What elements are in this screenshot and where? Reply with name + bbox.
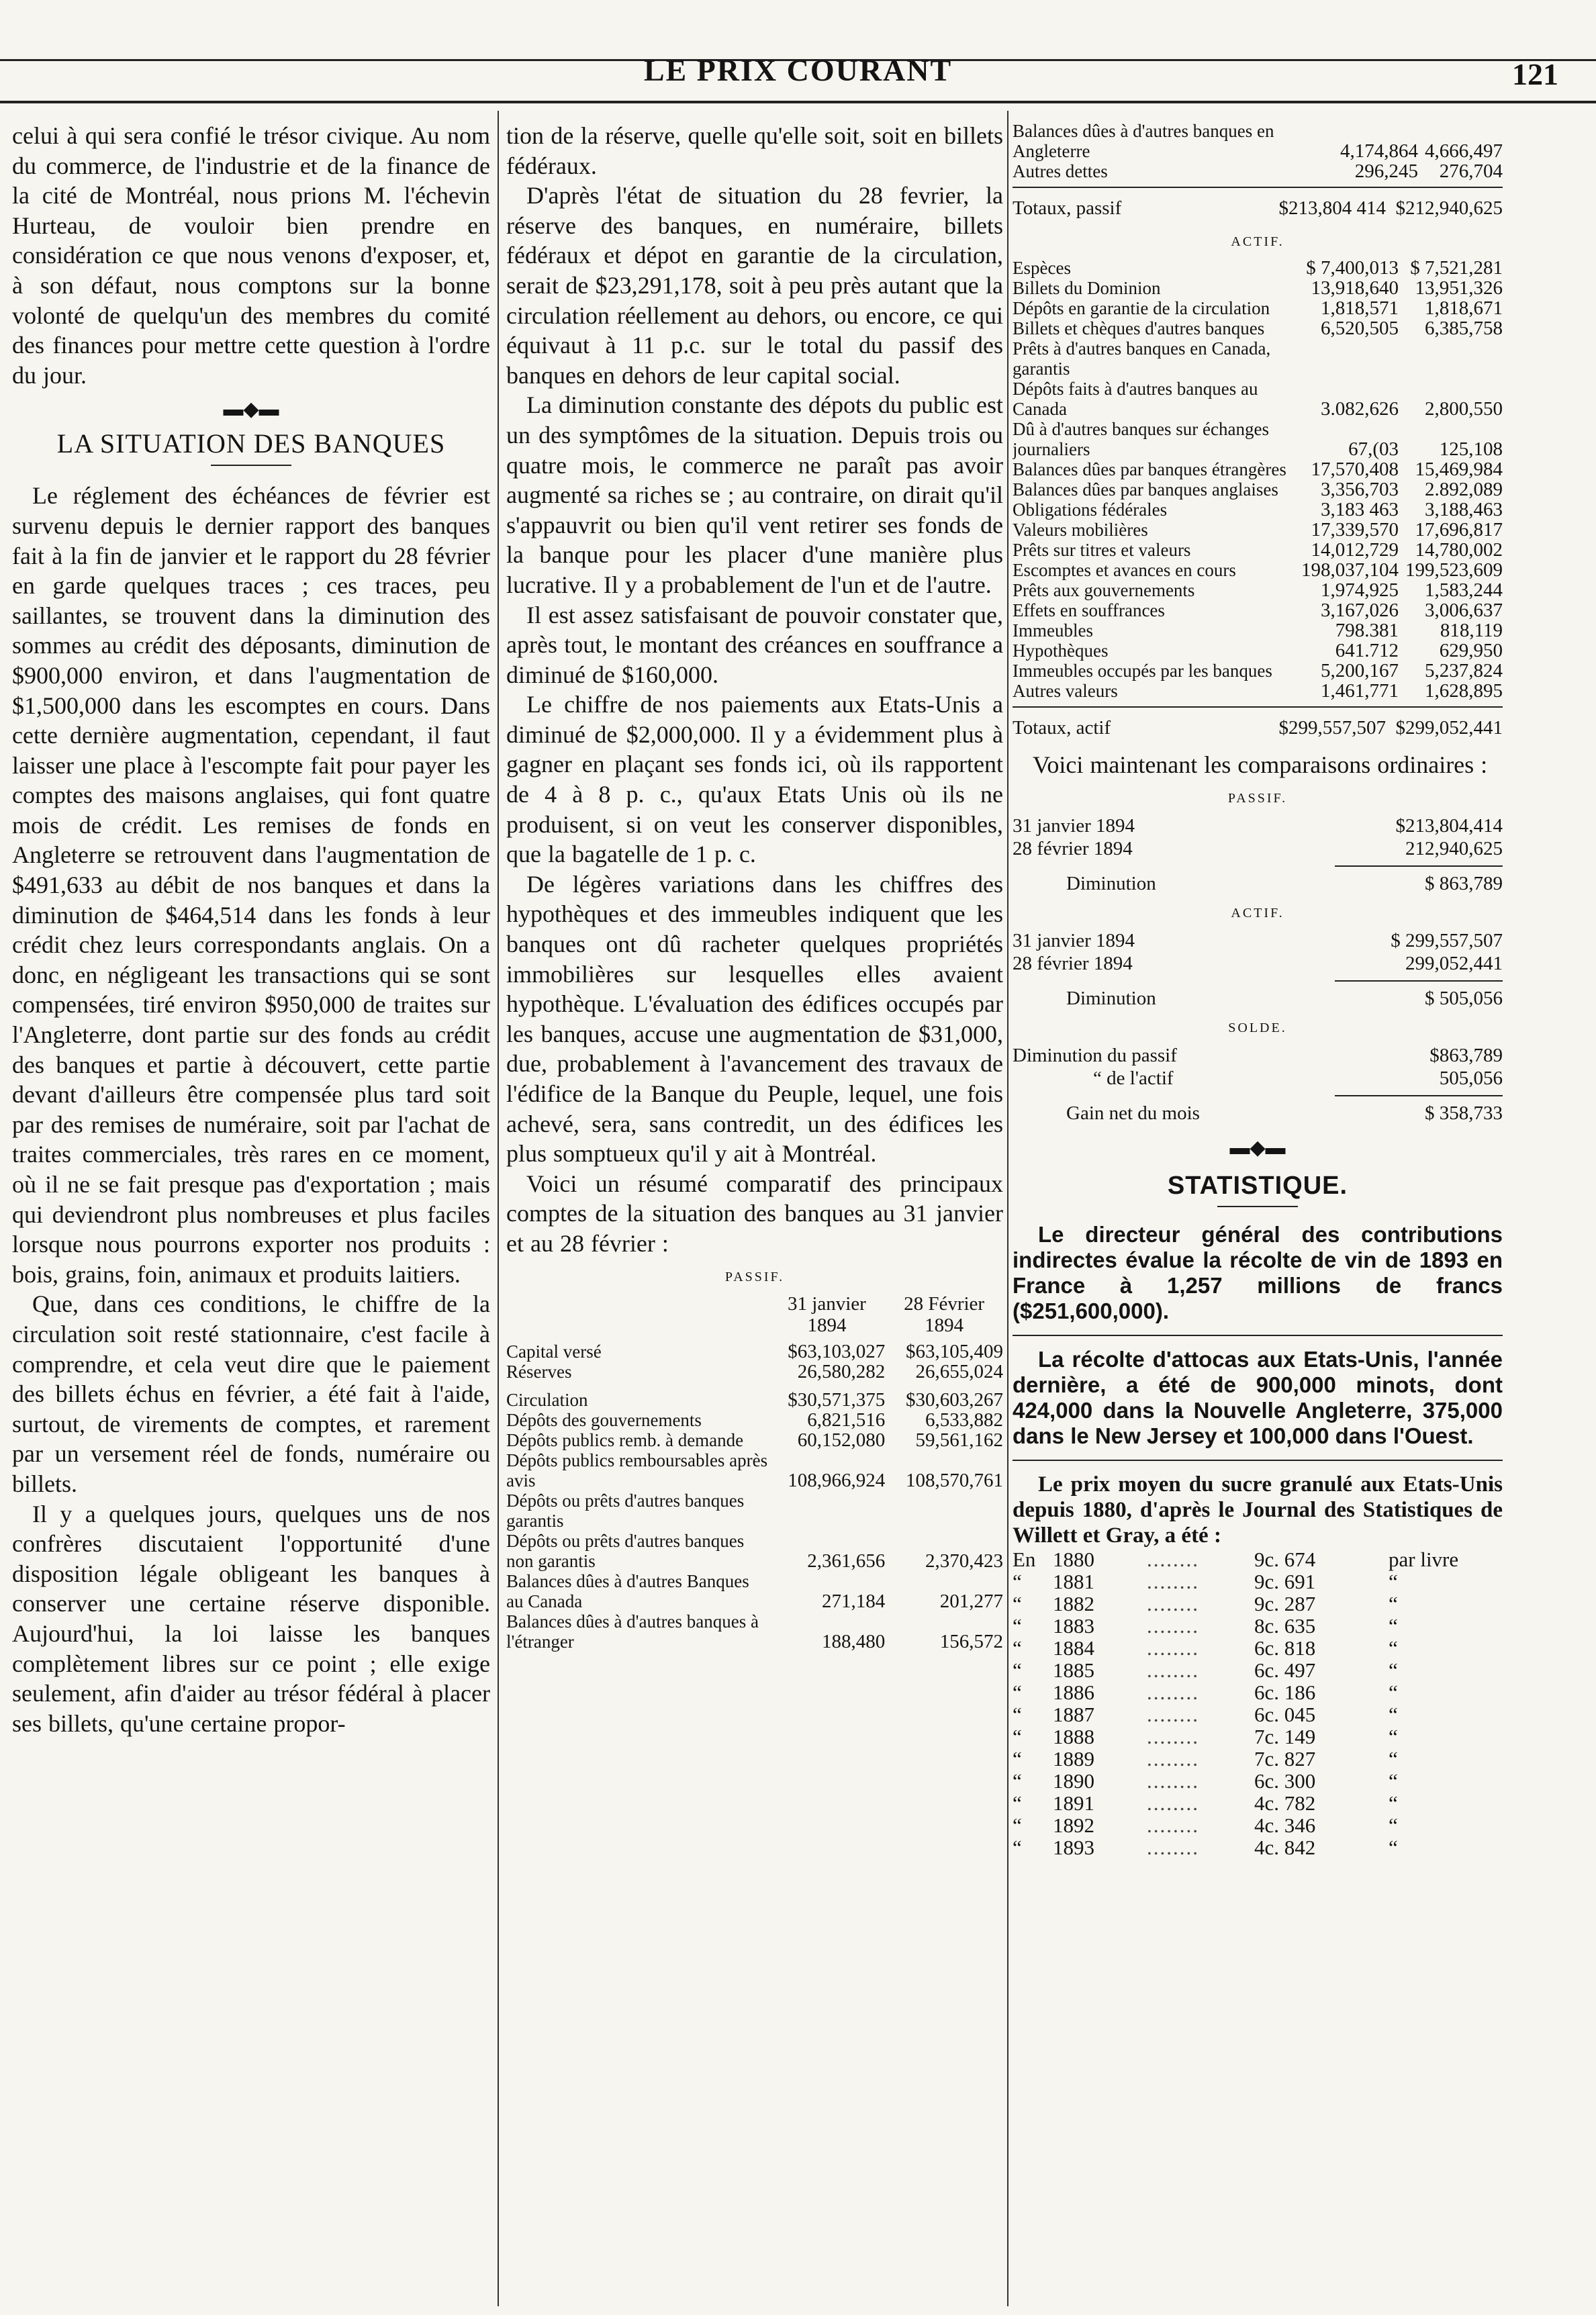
table-row: Dépôts publics remb. à demande 60,152,080 59,561,162 [506,1429,1003,1451]
table-row: Réserves 26,580,282 26,655,024 [506,1360,1003,1382]
list-item: “ 1883 ........ 8c. 635 “ [1013,1613,1398,1638]
list-item: “ 1889 ........ 7c. 827 “ [1013,1746,1398,1770]
table-row: Effets en souffrances 3,167,026 3,006,637 [1013,600,1503,621]
table-row: Dépôts faits à d'autres banques au Canada 3.082,626 2,800,550 [1013,379,1503,420]
actif-total-jan: $299,557,507 [1278,717,1386,739]
article-paragraph-5: D'après l'état de situation du 28 fevrier, la réserve des banques, en numéraire, billets fédéraux et dépot en garantie de la circulation, serait de $23,291,178, soit à peu près autant que la circulation réellement au dehors, ou encore, ce qui équivaut à 11 p.c. sur le total du passif des banques en dehors de leur capital social. [506,182,1003,389]
table-row: Dû à d'autres banques sur échanges journaliers 67,(03 125,108 [1013,419,1503,460]
passif-table [506,1293,1003,1652]
heading-rule [211,465,291,466]
article-paragraph-4: tion de la réserve, quelle qu'elle soit, soit en billets fédéraux. [506,122,1003,179]
section-heading: LA SITUATION DES BANQUES [56,428,446,459]
actif-total-label: Totaux, actif [1013,717,1111,739]
passif-col-jan: 31 janvier 1894 [788,1292,866,1336]
article-paragraph-8: Le chiffre de nos paiements aux Etats-Unis a diminué de $2,000,000. Il y a évidemment plus à gagner en plaçant ses fonds ici, où ils rapportent de 4 à 8 p. c., qu'aux Etats Unis où ils ne produisent, si on veut les conserver disponibles, que la bagatelle de 1 p. c. [506,691,1003,868]
list-item: “ 1886 ........ 6c. 186 “ [1013,1680,1398,1704]
cmp-passif-diff: Diminution $ 863,789 [1066,872,1503,894]
passif-col-feb: 28 Février 1894 [904,1292,985,1336]
list-item: “ 1891 ........ 4c. 782 “ [1013,1791,1398,1815]
table-row: Dépôts ou prêts d'autres banques garantis [506,1490,745,1531]
cmp-passif-caption: PASSIF. [1227,790,1288,806]
table-row: Immeubles occupés par les banques 5,200,167 5,237,824 [1013,660,1503,681]
column-1 [12,121,490,2303]
cmp-solde-caption: SOLDE. [1228,1020,1287,1035]
list-item: “ 1881 ........ 9c. 691 “ [1013,1569,1398,1593]
table-row: Dépôts publics remboursables après avis 108,966,924 108,570,761 [506,1450,1003,1491]
table-row: Autres dettes 296,245 276,704 [1013,160,1503,182]
header-rule-bottom [0,101,1596,103]
cmp-solde-gain: Gain net du mois $ 358,733 [1066,1102,1503,1124]
list-item: “ 1892 ........ 4c. 346 “ [1013,1813,1398,1837]
list-item: “ 1884 ........ 6c. 818 “ [1013,1636,1398,1660]
table-rule [1013,706,1503,708]
article-paragraph-3: Il y a quelques jours, quelques uns de nos confrères discutaient l'opportunité d'une disposition légale obligeant les banques à conserver une certaine réserve disponible. Aujourd'hui, la loi laisse les banques complètement libres sur ce point ; elle exige seulement, afin d'aider au trésor fédéral à placer ses billets, qu'une certaine propor- [12,1500,490,1737]
table-rule [1335,865,1503,867]
article-paragraph-9: De légères variations dans les chiffres des hypothèques et des immeubles indiquent que les banques ont dû racheter quelques propriétés immobilières sur lesquelles elles avaient hypothèque. L'évaluation des édifices occupés par les banques, accuse une augmentation de $31,000, due, probablement à l'avancement des travaux de l'édifice de la Banque du Peuple, lequel, une fois achevé, sera, sans contredit, un des édifices les plus somptueux qu'il y ait à Montréal. [506,870,1003,1168]
table-row: Balances dûes à d'autres banques à l'étranger 188,480 156,572 [506,1611,1003,1652]
table-row: Balances dûes par banques anglaises 3,356,703 2.892,089 [1013,479,1503,500]
actif-table [1013,258,1503,701]
list-item: “ 1885 ........ 6c. 497 “ [1013,1658,1398,1682]
ornament-divider: ▬◆▬ [1229,1136,1286,1159]
table-rule [1013,187,1503,188]
running-head: LE PRIX COURANT [643,53,953,87]
cmp-solde-line-2: “ de l'actif 505,056 [1093,1067,1503,1089]
table-row: Capital versé $63,103,027 $63,105,409 [506,1340,1003,1362]
intro-paragraph: celui à qui sera confié le trésor civique. Au nom du commerce, de l'industrie et de la finance de la cité de Montréal, nous prions M. l'échevin Hurteau, de vouloir bien prendre en considération ce que nous venons d'exposer, et, à son défaut, nous comptons sur la bonne volonté de quelqu'un des membres du comité des finances pour mettre cette question à l'ordre du jour. [12,122,490,389]
cmp-passif-line-2: 28 février 1894 212,940,625 [1013,837,1503,859]
passif-total-feb: $212,940,625 [1395,197,1503,219]
table-row: Billets et chèques d'autres banques 6,520,505 6,385,758 [1013,318,1503,339]
list-item: “ 1887 ........ 6c. 045 “ [1013,1702,1398,1726]
list-item: En 1880 ........ 9c. 674 par livre [1013,1547,1459,1571]
passif-continued-table [1013,121,1503,181]
table-row: Espèces $ 7,400,013 $ 7,521,281 [1013,257,1503,279]
list-item: “ 1893 ........ 4c. 842 “ [1013,1835,1398,1859]
table-row: Dépôts en garantie de la circulation 1,818,571 1,818,671 [1013,297,1503,319]
column-2 [506,121,1003,2303]
cmp-actif-diff: Diminution $ 505,056 [1066,987,1503,1009]
ornament-divider: ▬◆▬ [223,398,279,421]
table-row: Billets du Dominion 13,918,640 13,951,326 [1013,277,1503,299]
page-number: 121 [1512,57,1558,91]
table-row: Prêts aux gouvernements 1,974,925 1,583,244 [1013,579,1503,601]
article-paragraph-1: Le réglement des échéances de février est survenu depuis le dernier rapport des banques fait à la fin de janvier et le rapport du 28 février en garde quelques traces ; ces traces, peu saillantes, se trouvent dans la diminution des sommes au crédit des déposants, diminution de $900,000 environ, et dans l'augmentation de $1,500,000 dans les escomptes en cours. Dans cette dernière augmentation, cependant, il faut laisser une place à l'escompte fait pour payer les comptes des maisons anglaises, qui font quatre mois de crédit. Les remises de fonds en Angleterre se retrouvent dans l'augmentation de $491,633 au débit de nos banques et dans la diminution de $464,514 dans les fonds à leur crédit chez leurs correspondants anglais. On a donc, en négligeant les transactions qui se sont compensées, tiré environ $950,000 de traites sur l'Angleterre, dont partie sur des fonds au crédit des banques et partie à découvert, cette partie devant d'ailleurs être compensée plus tard soit par des remises de numéraire, soit par l'achat de traites commerciales, très rares en ce moment, où il ne se fait presque pas d'exportation ; mais qui deviendront plus nombreuses et plus faciles lorsque nous pourrons exporter nos produits : bois, grains, foin, animaux et produits laitiers. [12,482,490,1288]
stat-paragraph-1: Le directeur général des contributions indirectes évalue la récolte de vin de 1893 en France à 1,257 millions de francs ($251,600,000). [1013,1221,1503,1323]
table-row: Balances dûes à d'autres Banques au Canada 271,184 201,277 [506,1570,1003,1612]
article-paragraph-10: Voici un résumé comparatif des principaux comptes de la situation des banques au 31 janvier et au 28 février : [506,1170,1003,1257]
passif-table-header [506,1293,1003,1341]
passif-total-row [1013,193,1503,224]
comparison-intro: Voici maintenant les comparaisons ordinaires : [1033,751,1488,778]
actif-total-row [1013,713,1503,743]
table-row: Obligations fédérales 3,183 463 3,188,463 [1013,499,1503,520]
table-rule [1013,1335,1503,1336]
column-divider-2 [1007,111,1008,2306]
table-row: Circulation $30,571,375 $30,603,267 [506,1388,1003,1411]
table-row: Balances dûes par banques étrangères 17,570,408 15,469,984 [1013,459,1503,480]
cmp-actif-caption: ACTIF. [1231,905,1284,920]
article-paragraph-6: La diminution constante des dépots du public est un des symptômes de la situation. Depuis trois ou quatre mois, le commerce ne paraît pas avoir augmenté sa riches se ; au contraire, on dirait qu'il s'appauvrit ou bien qu'il vent retirer ses fonds de la banque pour les placer d'une manière plus lucrative. Il y a probablement de l'un et de l'autre. [506,391,1003,598]
table-rule [1013,1460,1503,1461]
heading-rule [1217,1206,1298,1207]
actif-table-caption: ACTIF. [1231,234,1284,249]
column-3 [1013,121,1503,2303]
actif-total-feb: $299,052,441 [1395,717,1503,739]
article-paragraph-7: Il est assez satisfaisant de pouvoir constater que, après tout, le montant des créances en souffrance a diminué de $160,000. [506,601,1003,688]
table-row: Immeubles 798.381 818,119 [1013,620,1503,641]
stat-paragraph-2: La récolte d'attocas aux Etats-Unis, l'année dernière, a été de 900,000 minots, dont 424,000 dans la Nouvelle Angleterre, 375,000 dans le New Jersey et 100,000 dans l'Ouest. [1013,1346,1503,1448]
cmp-actif-line-1: 31 janvier 1894 $ 299,557,507 [1013,929,1503,951]
table-row: Hypothèques 641.712 629,950 [1013,640,1503,661]
table-row: Prêts à d'autres banques en Canada, garantis [1013,338,1271,379]
table-row: Dépôts des gouvernements 6,821,516 6,533,882 [506,1409,1003,1431]
table-row: Prêts sur titres et valeurs 14,012,729 14,780,002 [1013,539,1503,561]
list-item: “ 1882 ........ 9c. 287 “ [1013,1591,1398,1615]
table-rule [1335,1095,1503,1096]
passif-total-jan: $213,804 414 [1278,197,1386,219]
list-item: “ 1888 ........ 7c. 149 “ [1013,1724,1398,1748]
cmp-actif-line-2: 28 février 1894 299,052,441 [1013,952,1503,974]
table-row: Valeurs mobilières 17,339,570 17,696,817 [1013,519,1503,540]
table-row: Escomptes et avances en cours 198,037,104 199,523,609 [1013,559,1503,581]
column-divider-1 [498,111,499,2306]
stat-paragraph-3: Le prix moyen du sucre granulé aux Etats-Unis depuis 1880, d'après le Journal des Statistiques de Willett et Gray, a été : [1013,1472,1503,1548]
cmp-solde-line-1: Diminution du passif $863,789 [1013,1044,1503,1066]
passif-table-caption: PASSIF. [724,1269,785,1284]
table-rule [1335,980,1503,982]
table-row: Balances dûes à d'autres banques en Angleterre 4,174,864 4,666,497 [1013,121,1503,162]
cmp-passif-line-1: 31 janvier 1894 $213,804,414 [1013,814,1503,837]
sugar-price-list [1013,1548,1503,1858]
article-paragraph-2: Que, dans ces conditions, le chiffre de la circulation soit resté stationnaire, c'est facile à comprendre, et cela veut dire que le paiement des billets échus en février, a été fait à l'aide, surtout, de virements de comptes, et rarement par un versement réel de fonds, numéraire ou billets. [12,1290,490,1497]
list-item: “ 1890 ........ 6c. 300 “ [1013,1768,1398,1793]
table-row: Dépôts ou prêts d'autres banques non garantis 2,361,656 2,370,423 [506,1530,1003,1572]
statistique-heading: STATISTIQUE. [1167,1171,1348,1200]
table-row: Autres valeurs 1,461,771 1,628,895 [1013,680,1503,702]
passif-total-label: Totaux, passif [1013,197,1122,219]
